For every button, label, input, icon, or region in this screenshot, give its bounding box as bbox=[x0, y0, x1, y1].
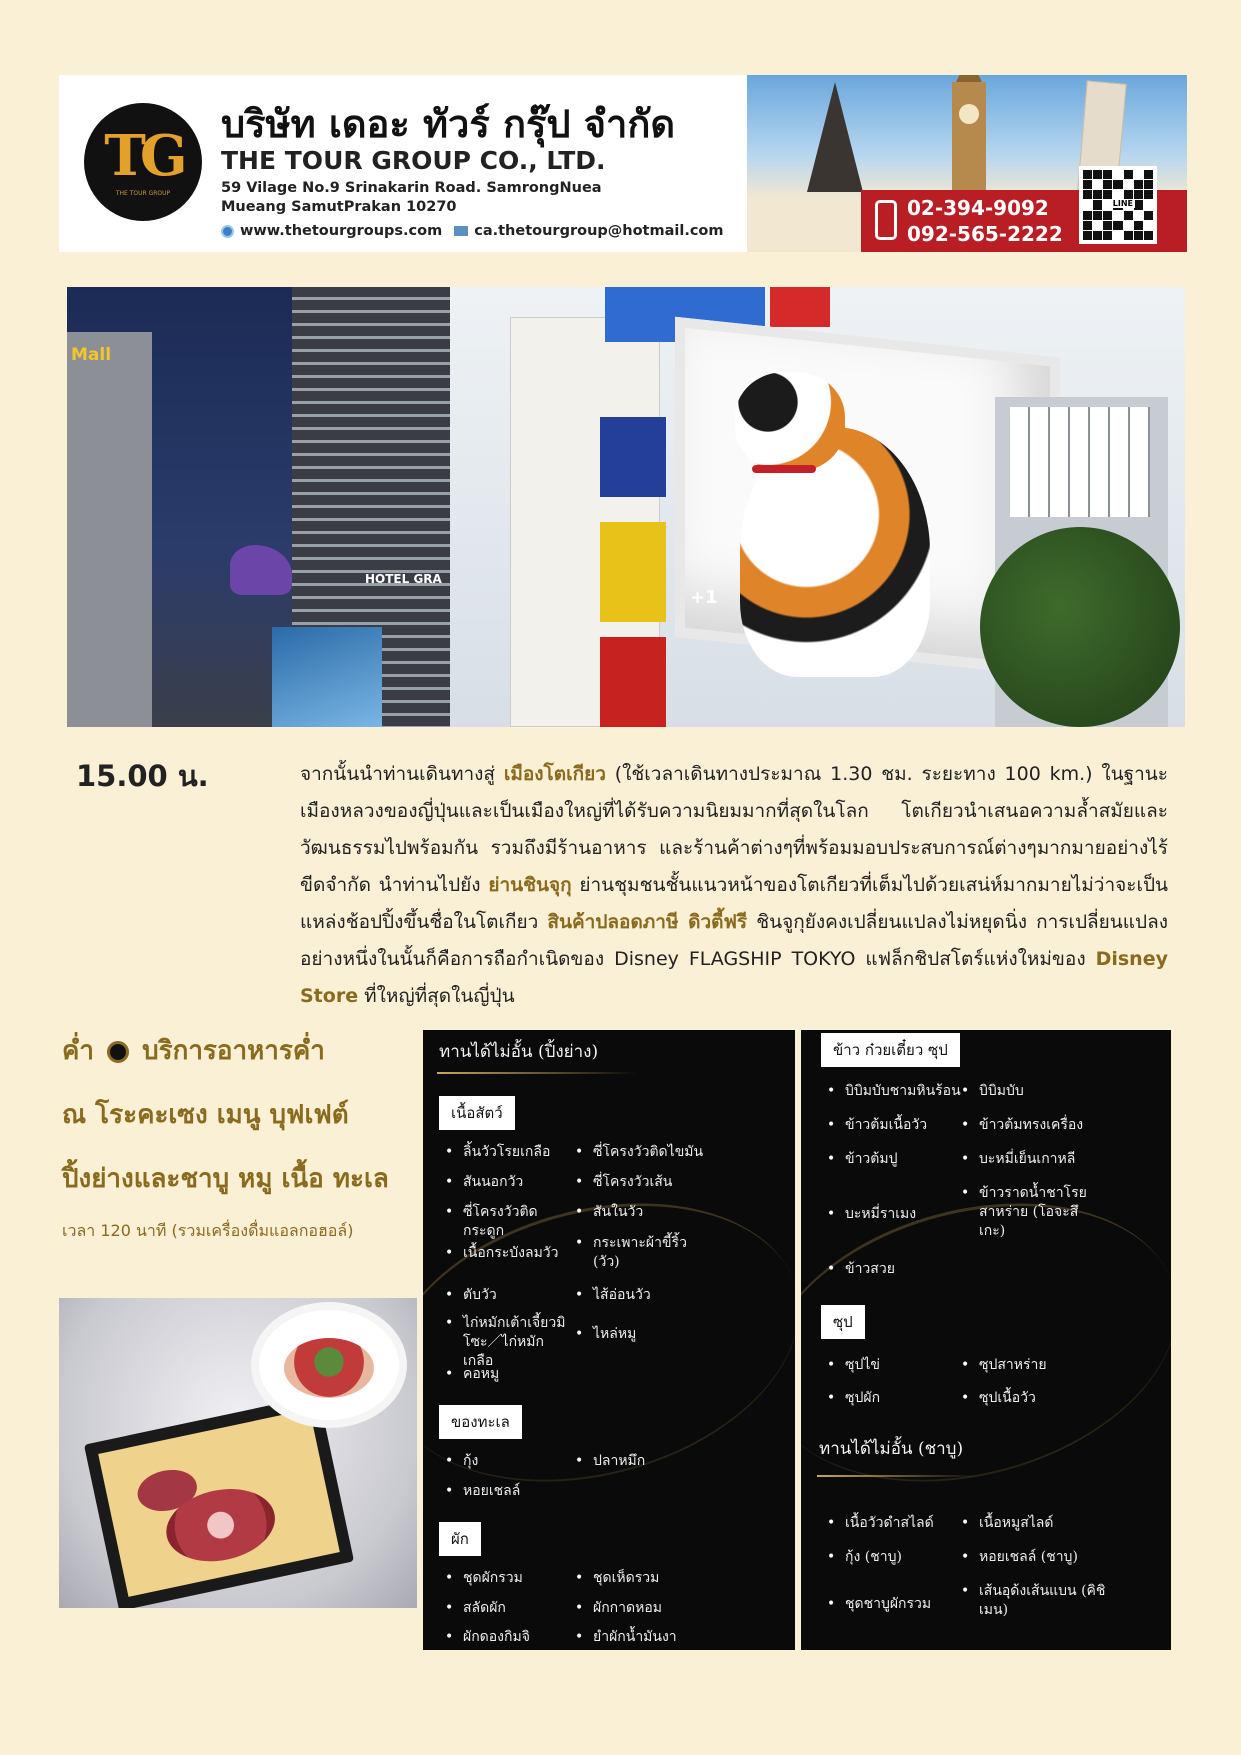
serving-tray bbox=[84, 1395, 354, 1608]
menu-item: • ซุปไข่ bbox=[827, 1356, 952, 1375]
menu-item: • บิบิมบับ bbox=[961, 1082, 1091, 1101]
menu-item: • ผักดองกิมจิ bbox=[445, 1628, 555, 1647]
menu-item: • ซี่โครงวัวติดกระดูก bbox=[445, 1203, 575, 1241]
address-line-2: Mueang SamutPrakan 10270 bbox=[221, 199, 457, 215]
dinner-heading bbox=[62, 1030, 325, 1071]
contact-line bbox=[221, 223, 724, 239]
meal-label: ค่ำ bbox=[62, 1036, 94, 1066]
meal-service: บริการอาหารค่ำ bbox=[142, 1036, 325, 1066]
schedule-time: 15.00 น. bbox=[76, 759, 209, 793]
menu-item: • ยำผักน้ำมันงา bbox=[575, 1628, 715, 1647]
menu-item: • ผักกาดหอม bbox=[575, 1599, 715, 1618]
eiffel-tower-image bbox=[807, 82, 863, 192]
menu-item: • สันในวัว bbox=[575, 1203, 715, 1222]
hotel-sign: HOTEL GRA bbox=[365, 572, 442, 586]
menu-item: • เส้นอุด้งเส้นแบน (คิชิเมน) bbox=[961, 1582, 1121, 1620]
movie-billboard bbox=[272, 627, 382, 727]
shinjuku-3d-cat-photo bbox=[450, 287, 1185, 727]
big-ben-image bbox=[952, 82, 986, 192]
mail-icon bbox=[454, 226, 468, 236]
menu-item: • ไก่หมักเต้าเจี้ยวมิโซะ／ไก่หมักเกลือ bbox=[445, 1314, 573, 1371]
tag-soup: ซุป bbox=[821, 1305, 865, 1339]
menu-item: • เนื้อหมูสไลด์ bbox=[961, 1514, 1111, 1533]
menu-item: • ข้าวต้มเนื้อวัว bbox=[827, 1116, 952, 1135]
company-name-thai: บริษัท เดอะ ทัวร์ กรุ๊ป จำกัด bbox=[221, 102, 676, 146]
tag-seafood: ของทะเล bbox=[439, 1405, 522, 1439]
tag-meat: เนื้อสัตว์ bbox=[439, 1096, 515, 1130]
qr-line-label: LINE bbox=[1112, 199, 1133, 208]
menu-item: • บิบิมบับชามหินร้อน bbox=[827, 1082, 962, 1101]
email-text[interactable]: ca.thetourgroup@hotmail.com bbox=[474, 223, 724, 239]
grill-menu-heading: ทานได้ไม่อั้น (ปิ้งย่าง) bbox=[439, 1042, 599, 1062]
billboard-badge: +1 bbox=[690, 587, 718, 608]
menu-item: • ชุดผักรวม bbox=[445, 1569, 555, 1588]
dinner-menu-type: ปิ้งย่างและชาบู หมู เนื้อ ทะเล bbox=[62, 1164, 389, 1194]
highlight-duty-free: สินค้าปลอดภาษี ดิวตี้ฟรี bbox=[547, 911, 748, 933]
menu-item: • ซุปผัก bbox=[827, 1389, 952, 1408]
text: จากนั้นนำท่านเดินทางสู่ bbox=[300, 763, 504, 785]
phone-number-1[interactable]: 02-394-9092 bbox=[907, 196, 1049, 220]
menu-item: • กระเพาะผ้าขี้ริ้ว (วัว) bbox=[575, 1234, 695, 1272]
dinner-duration-note: เวลา 120 นาที (รวมเครื่องดื่มแอลกอฮอล์) bbox=[62, 1221, 354, 1240]
schedule-description bbox=[300, 756, 1168, 1015]
menu-item: • ซี่โครงวัวติดไขมัน bbox=[575, 1143, 715, 1162]
cat-collar bbox=[752, 465, 816, 473]
tokyo-photo-strip bbox=[67, 287, 1185, 727]
heading-rule bbox=[817, 1475, 977, 1477]
tag-rice-noodle-soup: ข้าว ก๋วยเตี๋ยว ซุป bbox=[821, 1033, 960, 1067]
menu-item: • ตับวัว bbox=[445, 1286, 555, 1305]
red-signboard bbox=[770, 287, 830, 327]
vertical-sign-red bbox=[600, 637, 666, 727]
menu-item: • คอหมู bbox=[445, 1365, 555, 1384]
shop-sign bbox=[1010, 407, 1150, 517]
menu-item: • ข้าวต้มทรงเครื่อง bbox=[961, 1116, 1111, 1135]
shabu-menu-heading: ทานได้ไม่อั้น (ชาบู) bbox=[819, 1439, 964, 1459]
text: (ใช้เวลาเดินทางประมาณ 1.30 ชม. ระยะทาง 100 km.) ในฐานะเมืองหลวงของญี่ปุ่นและเป็นเมืองใหญ่ที่ได้รับความนิยมมากที่สุดในโลก โตเกียวนำเสนอความล้ำสมัยและวัฒนธรรมไปพร้อมกัน รวมถึงมีร้านอาหาร และร้านค้าต่างๆที่พร้อมมอบประสบการณ์ต่างๆมากมายอย่างไร้ขีดจำกัด นำท่านไปยัง bbox=[300, 763, 1168, 896]
menu-item: • กุ้ง bbox=[445, 1452, 555, 1471]
company-logo bbox=[84, 103, 202, 221]
logo-mark: TG bbox=[104, 122, 182, 189]
phone-icon bbox=[875, 200, 897, 240]
text: ชินจูกุยังคงเปลี่ยนแปลงไม่หยุดนิ่ง การเปลี่ยนแปลงอย่างหนึ่งในนั้นก็คือการถือกำเนิดของ Disney FLAGSHIP TOKYO แฟล็กชิปสโตร์แห่งใหม่ของ bbox=[300, 911, 1168, 970]
website-text[interactable]: www.thetourgroups.com bbox=[240, 223, 443, 239]
menu-item: • สันนอกวัว bbox=[445, 1173, 555, 1192]
globe-icon bbox=[221, 225, 234, 238]
company-header-banner bbox=[59, 75, 1187, 252]
building bbox=[67, 332, 152, 727]
mall-sign: Mall bbox=[71, 345, 112, 365]
calico-cat-head bbox=[735, 372, 845, 472]
tree bbox=[980, 527, 1180, 727]
company-info bbox=[59, 75, 747, 252]
menu-item: • บะหมี่ราเมง bbox=[827, 1205, 952, 1224]
menu-item: • ซุปเนื้อวัว bbox=[961, 1389, 1101, 1408]
wagyu-set-photo bbox=[59, 1298, 417, 1608]
vertical-sign-yellow bbox=[600, 522, 666, 622]
dinner-venue: ณ โระคะเซง เมนู บุฟเฟต์ bbox=[62, 1100, 349, 1130]
highlight-shinjuku: ย่านชินจุกุ bbox=[488, 874, 572, 896]
menu-item: • ไหล่หมู bbox=[575, 1325, 715, 1344]
menu-item: • ชุดเห็ดรวม bbox=[575, 1569, 715, 1588]
menu-item: • ซี่โครงวัวเส้น bbox=[575, 1173, 715, 1192]
menu-item: • หอยเชลล์ (ชาบู) bbox=[961, 1548, 1111, 1567]
menu-item: • หอยเชลล์ bbox=[445, 1482, 555, 1501]
menu-item: • ข้าวสวย bbox=[827, 1260, 952, 1279]
text: ที่ใหญ่ที่สุดในญี่ปุ่น bbox=[358, 985, 515, 1007]
menu-item: • ซุปสาหร่าย bbox=[961, 1356, 1101, 1375]
landmarks-collage bbox=[747, 75, 1187, 252]
address-line-1: 59 Vilage No.9 Srinakarin Road. SamrongNuea bbox=[221, 180, 602, 196]
shinjuku-night-photo bbox=[67, 287, 450, 727]
vertical-sign-blue bbox=[600, 417, 666, 497]
bowl-salad bbox=[284, 1338, 374, 1398]
menu-item: • กุ้ง (ชาบู) bbox=[827, 1548, 952, 1567]
highlight-disney-store: Disney Store bbox=[300, 948, 1168, 1007]
tag-vegetables: ผัก bbox=[439, 1522, 481, 1556]
heading-rule bbox=[437, 1072, 637, 1074]
company-name-english: THE TOUR GROUP CO., LTD. bbox=[221, 146, 606, 175]
menu-panel-rice-shabu bbox=[801, 1030, 1171, 1650]
menu-item: • ลิ้นวัวโรยเกลือ bbox=[445, 1143, 555, 1162]
menu-item: • ข้าวราดน้ำชาโรยสาหร่าย (โอจะสึเกะ) bbox=[961, 1184, 1096, 1241]
phone-number-2[interactable]: 092-565-2222 bbox=[907, 222, 1063, 246]
menu-item: • ข้าวต้มปู bbox=[827, 1150, 952, 1169]
menu-item: • ปลาหมึก bbox=[575, 1452, 715, 1471]
menu-item: • สลัดผัก bbox=[445, 1599, 555, 1618]
highlight-tokyo: เมืองโตเกียว bbox=[503, 763, 606, 785]
dinner-plate-icon bbox=[107, 1041, 129, 1063]
menu-item: • ไส้อ่อนวัว bbox=[575, 1286, 715, 1305]
text: ย่านชุมชนชั้นแนวหน้าของโตเกียวที่เต็มไปด้วยเสน่ห์มากมายไม่ว่าจะเป็นแหล่งช้อปปิ้งขึ้นชื่อในโตเกียว bbox=[300, 874, 1169, 933]
menu-item: • ชุดชาบูผักรวม bbox=[827, 1595, 952, 1614]
menu-item: • บะหมี่เย็นเกาหลี bbox=[961, 1150, 1111, 1169]
menu-item: • เนื้อวัวดำสไลด์ bbox=[827, 1514, 957, 1533]
godzilla-head-statue bbox=[230, 545, 292, 595]
logo-subtitle: THE TOUR GROUP bbox=[115, 189, 171, 197]
menu-item: • เนื้อกระบังลมวัว bbox=[445, 1244, 565, 1263]
menu-panel-grill bbox=[423, 1030, 795, 1650]
